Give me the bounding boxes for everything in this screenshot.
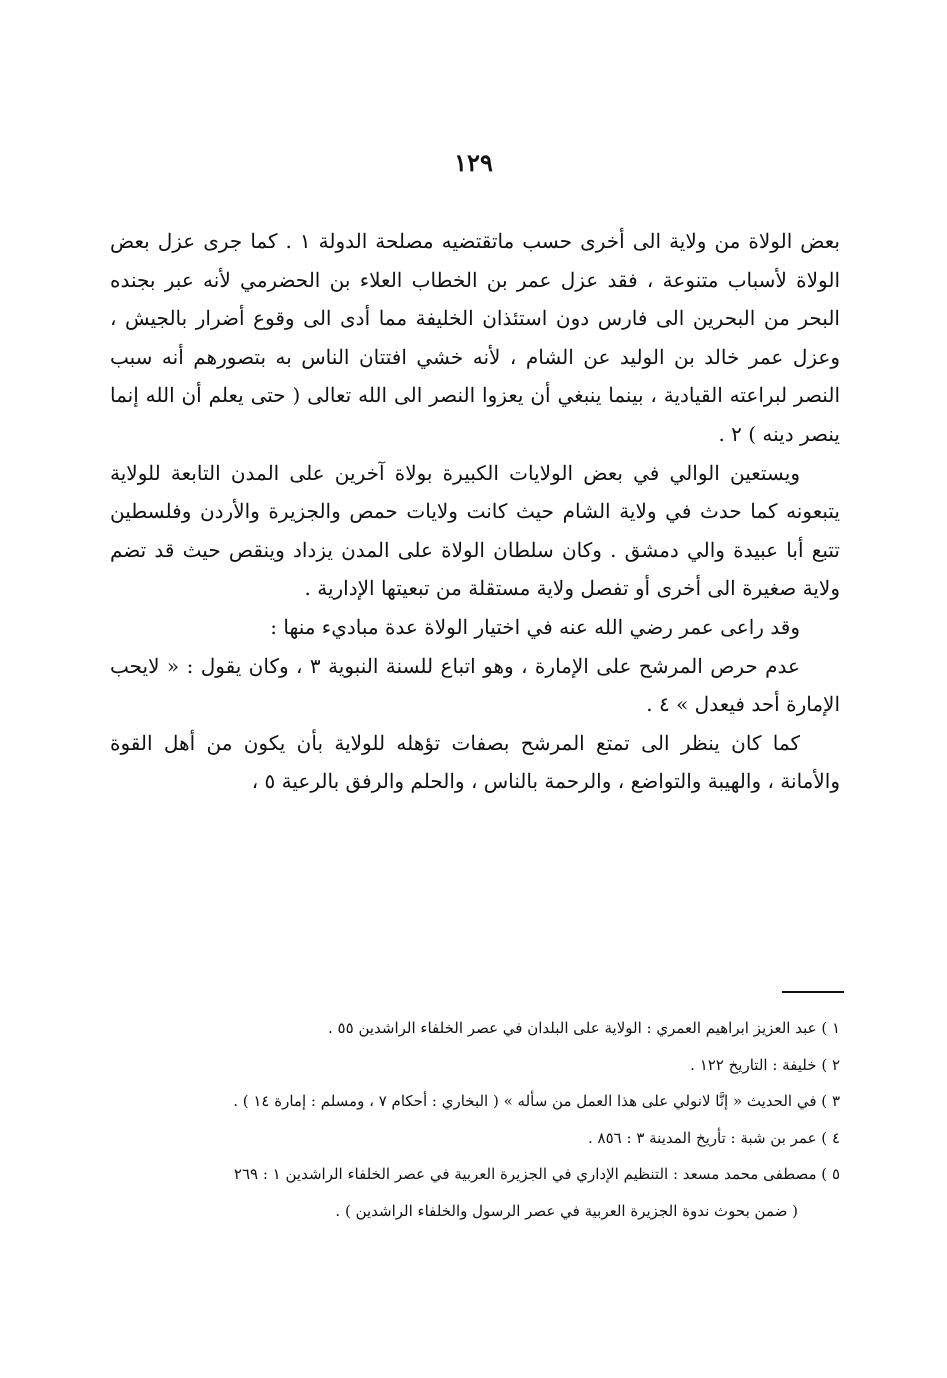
footnotes	[110, 1010, 840, 1229]
footnote: ١ ) عبد العزيز ابراهيم العمري : الولاية على البلدان في عصر الخلفاء الراشدين ٥٥ .	[328, 1019, 840, 1037]
footnote-divider	[782, 991, 844, 993]
paragraph: عدم حرص المرشح على الإمارة ، وهو اتباع للسنة النبوية ٣ ، وكان يقول : « لايحب الإمارة أحد فيعدل » ٤ .	[110, 653, 840, 717]
paragraph: وقد راعى عمر رضي الله عنه في اختيار الولاة عدة مباديء منها :	[270, 614, 800, 639]
body-text	[110, 222, 840, 801]
footnote: ٢ ) خليفة : التاريخ ١٢٢ .	[690, 1055, 840, 1074]
footnote: ٣ ) في الحديث « إنَّا لانولي على هذا العمل من سأله » ( البخاري : أحكام ٧ ، ومسلم : إمارة ١٤ ) .	[233, 1092, 840, 1110]
footnote: ٤ ) عمر بن شبة : تأريخ المدينة ٣ : ٨٥٦ .	[588, 1128, 840, 1147]
paragraph: بعض الولاة من ولاية الى أخرى حسب ماتقتضيه مصلحة الدولة ١ . كما جرى عزل بعض الولاة لأسباب متنوعة ، فقد عزل عمر بن الخطاب العلاء بن الحضرمي لأنه عبر بجنده البحر من البحرين الى فارس دون استئذان الخليفة مما أدى الى وقوع أضرار بالجيش ، وعزل عمر خالد بن الوليد عن الشام ، لأنه خشي افتتان الناس به بتصورهم أنه سبب النصر لبراعته القيادية ، بينما ينبغي أن يعزوا النصر الى الله تعالى ( حتى يعلم أن الله إنما ينصر دينه ) ٢ .	[110, 229, 840, 446]
paragraph: كما كان ينظر الى تمتع المرشح بصفات تؤهله للولاية بأن يكون من أهل القوة والأمانة ، والهيبة والتواضع ، والرحمة بالناس ، والحلم والرفق بالرعية ٥ ،	[110, 730, 840, 794]
footnote-continuation: ( ضمن بحوث ندوة الجزيرة العربية في عصر الرسول والخلفاء الراشدين ) .	[335, 1201, 798, 1220]
paragraph: ويستعين الوالي في بعض الولايات الكبيرة بولاة آخرين على المدن التابعة للولاية يتبعونه كما حدث في ولاية الشام حيث كانت ولايات حمص والجزيرة والأردن وفلسطين تتبع أبا عبيدة والي دمشق . وكان سلطان الولاة على المدن يزداد وينقص حيث قد تضم ولاية صغيرة الى أخرى أو تفصل ولاية مستقلة من تبعيتها الإدارية .	[110, 460, 840, 601]
footnote: ٥ ) مصطفى محمد مسعد : التنظيم الإداري في الجزيرة العربية في عصر الخلفاء الراشدين ١ : ٢٦٩	[233, 1165, 840, 1183]
page-number: ١٢٩	[454, 148, 493, 177]
